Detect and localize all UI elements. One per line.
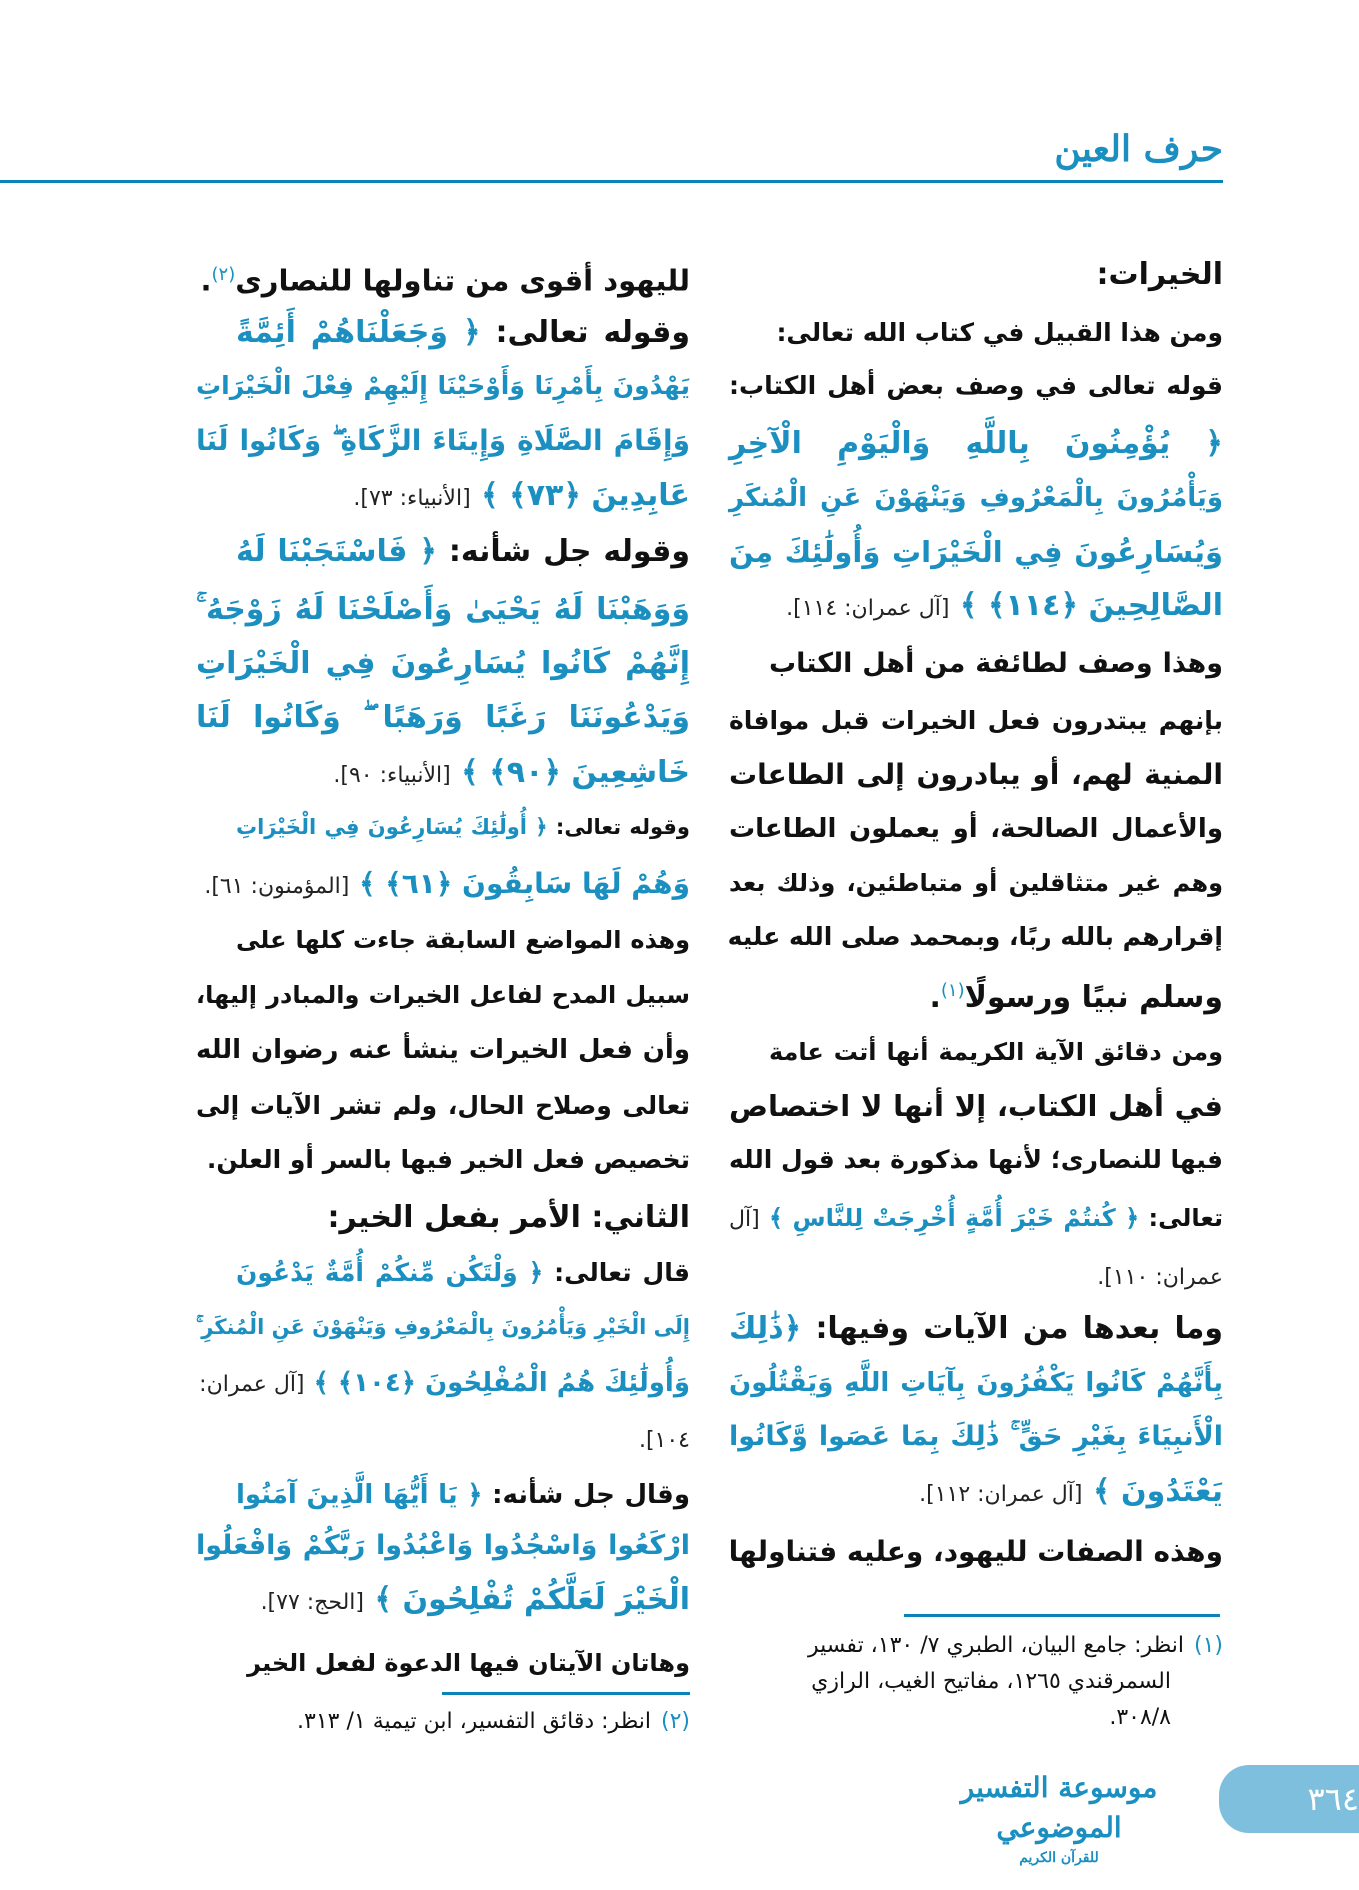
verse-reference: [الأنبياء: ٩٠]. bbox=[333, 763, 451, 788]
footnote-text: انظر: دقائق التفسير، ابن تيمية ١/ ٣١٣. bbox=[297, 1709, 651, 1734]
text-line bbox=[236, 918, 690, 962]
text-line bbox=[196, 862, 690, 909]
body-text: وقوله تعالى: bbox=[480, 315, 690, 350]
text-line bbox=[729, 699, 1223, 743]
body-text: المنية لهم، أو يبادرون إلى الطاعات bbox=[729, 758, 1223, 791]
body-text: . bbox=[929, 980, 941, 1015]
quran-verse-text: ﴿ وَجَعَلْنَاهُمْ أَئِمَّةً bbox=[236, 315, 481, 350]
quran-verse-text: الصَّالِحِينَ ﴿١١٤﴾ ﴾ bbox=[949, 588, 1223, 623]
text-line bbox=[196, 474, 690, 521]
body-text: وقال جل شأنه: bbox=[482, 1480, 690, 1510]
body-text: لليهود أقوى من تناولها للنصارى bbox=[235, 263, 690, 298]
quran-verse-text: إِنَّهُمْ كَانُوا يُسَارِعُونَ فِي الْخَيْرَاتِ bbox=[196, 646, 690, 681]
text-line bbox=[236, 311, 690, 355]
text-line bbox=[729, 1307, 1223, 1351]
quran-verse-text: يَعْتَدُونَ ﴾ bbox=[1082, 1474, 1223, 1509]
footnote-text: ٣٠٨/٨. bbox=[1109, 1705, 1171, 1730]
verse-reference: [الأنبياء: ٧٣]. bbox=[353, 486, 471, 511]
text-line bbox=[236, 1251, 690, 1295]
encyclopedia-logo bbox=[934, 1768, 1184, 1866]
verse-reference: [المؤمنون: ٦١]. bbox=[204, 874, 350, 899]
page-number: ٣٦٤ bbox=[1307, 1780, 1359, 1818]
body-text: وهذه المواضع السابقة جاءت كلها على bbox=[236, 926, 690, 954]
text-line bbox=[196, 419, 690, 463]
body-text: وهاتان الآيتان فيها الدعوة لفعل الخير bbox=[247, 1649, 690, 1677]
quran-verse-text: بِأَنَّهُمْ كَانُوا يَكْفُرُونَ بِآيَاتِ اللَّهِ وَيَقْتُلُونَ bbox=[729, 1368, 1223, 1398]
quran-verse-text: وَيُسَارِعُونَ فِي الْخَيْرَاتِ وَأُولَٰئِكَ مِنَ bbox=[729, 535, 1223, 569]
body-text: في أهل الكتاب، إلا أنها لا اختصاص bbox=[729, 1089, 1223, 1123]
text-line bbox=[729, 969, 1223, 1020]
quran-verse-text: وَإِقَامَ الصَّلَاةِ وَإِيتَاءَ الزَّكَاةِ ۖ وَكَانُوا لَنَا bbox=[196, 424, 690, 457]
quran-verse-text: وَيَأْمُرُونَ بِالْمَعْرُوفِ وَيَنْهَوْنَ عَنِ الْمُنكَرِ bbox=[729, 483, 1223, 513]
quran-verse-text: يَهْدُونَ بِأَمْرِنَا وَأَوْحَيْنَا إِلَيْهِمْ فِعْلَ الْخَيْرَاتِ bbox=[196, 371, 690, 400]
text-line bbox=[196, 588, 690, 632]
body-text: . bbox=[200, 263, 212, 298]
quran-verse-text: وَوَهَبْنَا لَهُ يَحْيَىٰ وَأَصْلَحْنَا لَهُ زَوْجَهُ ۚ bbox=[196, 592, 690, 627]
footnote-number: (١) bbox=[1193, 1633, 1223, 1658]
header-rule bbox=[0, 180, 1223, 183]
text-line bbox=[196, 1524, 690, 1568]
footnote-left bbox=[196, 1704, 690, 1740]
text-line bbox=[729, 1253, 1223, 1300]
footnote-right bbox=[729, 1628, 1223, 1736]
verse-reference: عمران: ١١٠]. bbox=[1097, 1265, 1223, 1290]
text-line bbox=[729, 807, 1223, 851]
quran-verse-text: ﴿ فَاسْتَجَبْنَا لَهُ bbox=[236, 534, 437, 569]
body-text: بإنهم يبتدرون فعل الخيرات قبل موافاة bbox=[729, 706, 1223, 735]
text-line bbox=[769, 642, 1223, 686]
text-line bbox=[196, 1138, 690, 1182]
quran-verse-text: ارْكَعُوا وَاسْجُدُوا وَاعْبُدُوا رَبَّكُمْ وَافْعَلُوا bbox=[196, 1530, 690, 1561]
quran-verse-text: خَاشِعِينَ ﴿٩٠﴾ ﴾ bbox=[450, 755, 690, 790]
body-text: تعالى وصلاح الحال، ولم تشر الآيات إلى bbox=[196, 1091, 690, 1120]
text-line bbox=[729, 753, 1223, 797]
footnote-separator-right bbox=[904, 1614, 1220, 1617]
body-text: قال تعالى: bbox=[543, 1258, 690, 1287]
quran-verse-text: إِلَى الْخَيْرِ وَيَأْمُرُونَ بِالْمَعْرُوفِ وَيَنْهَوْنَ عَنِ الْمُنكَرِ ۚ bbox=[196, 1315, 690, 1339]
text-line bbox=[236, 1473, 690, 1517]
logo-title: موسوعة التفسير الموضوعي bbox=[960, 1771, 1158, 1844]
page-number-tab bbox=[1219, 1765, 1359, 1833]
body-text: تعالى: bbox=[1139, 1204, 1223, 1232]
body-text: وهذه الصفات لليهود، وعليه فتناولها bbox=[728, 1535, 1223, 1568]
body-text: ومن دقائق الآية الكريمة أنها أتت عامة bbox=[769, 1038, 1223, 1066]
chapter-title: حرف العين bbox=[1054, 128, 1223, 170]
text-line bbox=[729, 1415, 1223, 1459]
text-line bbox=[196, 1416, 690, 1463]
footnote-number: (٢) bbox=[660, 1709, 690, 1734]
body-text: الخيرات: bbox=[1096, 257, 1223, 292]
text-line bbox=[236, 805, 690, 849]
verse-reference: [آل عمران: ١١٤]. bbox=[786, 596, 950, 621]
text-line bbox=[196, 1361, 690, 1407]
quran-verse-text: الْأَنبِيَاءَ بِغَيْرِ حَقٍّ ۚ ذَٰلِكَ بِمَا عَصَوا وَّكَانُوا bbox=[729, 1421, 1223, 1452]
body-text: الثاني: الأمر بفعل الخير: bbox=[327, 1200, 690, 1235]
text-line bbox=[196, 1305, 690, 1349]
text-line bbox=[729, 1138, 1223, 1182]
text-line bbox=[729, 584, 1223, 631]
text-line bbox=[729, 364, 1223, 408]
logo-subtitle: للقرآن الكريم bbox=[1019, 1850, 1099, 1866]
text-line bbox=[196, 696, 690, 740]
text-line bbox=[769, 1030, 1223, 1074]
quran-verse-text: ﴿ يَا أَيُّهَا الَّذِينَ آمَنُوا bbox=[236, 1480, 483, 1510]
body-text: وهم غير متثاقلين أو متباطئين، وذلك بعد bbox=[729, 869, 1223, 897]
text-line bbox=[729, 1196, 1223, 1242]
quran-verse-text: ﴿ يُؤْمِنُونَ بِاللَّهِ وَالْيَوْمِ الْآخِرِ bbox=[729, 426, 1223, 461]
footnote-marker: (٢) bbox=[211, 264, 236, 285]
body-text: ومن هذا القبيل في كتاب الله تعالى: bbox=[776, 318, 1223, 347]
text-line bbox=[196, 1578, 690, 1625]
body-text: وقوله تعالى: bbox=[547, 815, 690, 839]
text-line bbox=[196, 973, 690, 1017]
body-text: فيها للنصارى؛ لأنها مذكورة بعد قول الله bbox=[729, 1145, 1223, 1174]
footnote-text: انظر: جامع البيان، الطبري ٧/ ١٣٠، تفسير bbox=[808, 1633, 1184, 1658]
quran-verse-text: وَيَدْعُونَنَا رَغَبًا وَرَهَبًا ۖ وَكَانُوا لَنَا bbox=[196, 700, 690, 735]
quran-verse-text: وَهُمْ لَهَا سَابِقُونَ ﴿٦١﴾ ﴾ bbox=[349, 867, 690, 900]
text-line bbox=[196, 1084, 690, 1128]
text-line bbox=[236, 1641, 690, 1685]
text-line bbox=[729, 861, 1223, 905]
text-line bbox=[236, 1196, 690, 1240]
text-line bbox=[236, 530, 690, 574]
verse-reference: [آل عمران: ١١٢]. bbox=[919, 1482, 1083, 1507]
body-text: وما بعدها من الآيات وفيها: bbox=[801, 1311, 1223, 1346]
quran-verse-text: ﴿ وَلْتَكُن مِّنكُمْ أُمَّةٌ يَدْعُونَ bbox=[236, 1258, 544, 1287]
text-line bbox=[196, 364, 690, 408]
text-line bbox=[196, 642, 690, 686]
body-text: وقوله جل شأنه: bbox=[436, 534, 690, 569]
text-line bbox=[729, 1470, 1223, 1517]
verse-reference: ١٠٤]. bbox=[638, 1428, 690, 1453]
text-line bbox=[729, 253, 1223, 297]
text-line bbox=[729, 476, 1223, 520]
footnote-text: السمرقندي ١٢٦٥، مفاتيح الغيب، الرازي bbox=[811, 1669, 1171, 1694]
body-text: إقرارهم بالله ربًا، وبمحمد صلى الله عليه bbox=[727, 922, 1223, 951]
body-text: وهذا وصف لطائفة من أهل الكتاب bbox=[769, 648, 1223, 679]
body-text: والأعمال الصالحة، أو يعملون الطاعات bbox=[729, 814, 1223, 844]
text-line bbox=[196, 751, 690, 798]
quran-verse-text: ﴿ أُولَٰئِكَ يُسَارِعُونَ فِي الْخَيْرَاتِ bbox=[236, 815, 548, 839]
text-line bbox=[196, 1028, 690, 1072]
verse-reference: [آل bbox=[729, 1207, 760, 1232]
text-line bbox=[729, 1530, 1223, 1574]
quran-verse-text: الْخَيْرَ لَعَلَّكُمْ تُفْلِحُونَ ﴾ bbox=[364, 1582, 690, 1617]
text-line bbox=[729, 1361, 1223, 1405]
body-text: تخصيص فعل الخير فيها بالسر أو العلن. bbox=[206, 1145, 690, 1174]
footnote-separator-left bbox=[442, 1692, 690, 1695]
body-text: سبيل المدح لفاعل الخيرات والمبادر إليها، bbox=[196, 981, 690, 1009]
verse-reference: [آل عمران: bbox=[199, 1372, 305, 1397]
verse-reference: [الحج: ٧٧]. bbox=[260, 1590, 364, 1615]
footnote-marker: (١) bbox=[940, 980, 965, 1001]
text-line bbox=[729, 915, 1223, 959]
text-line bbox=[729, 530, 1223, 574]
body-text: وأن فعل الخيرات ينشأ عنه رضوان الله bbox=[196, 1035, 690, 1065]
quran-verse-text: وَأُولَٰئِكَ هُمُ الْمُفْلِحُونَ ﴿١٠٤﴾ ﴾ bbox=[304, 1368, 690, 1398]
quran-verse-text: عَابِدِينَ ﴿٧٣﴾ ﴾ bbox=[470, 478, 690, 513]
text-line bbox=[769, 311, 1223, 355]
body-text: وسلم نبيًا ورسولًا bbox=[964, 980, 1223, 1015]
text-line bbox=[729, 1084, 1223, 1128]
text-line bbox=[729, 422, 1223, 466]
text-line bbox=[196, 253, 690, 303]
body-text: قوله تعالى في وصف بعض أهل الكتاب: bbox=[729, 371, 1223, 400]
quran-verse-text: ﴿ كُنتُمْ خَيْرَ أُمَّةٍ أُخْرِجَتْ لِلنَّاسِ ﴾ bbox=[759, 1204, 1140, 1232]
quran-verse-text: ﴿ذَٰلِكَ bbox=[729, 1311, 802, 1346]
